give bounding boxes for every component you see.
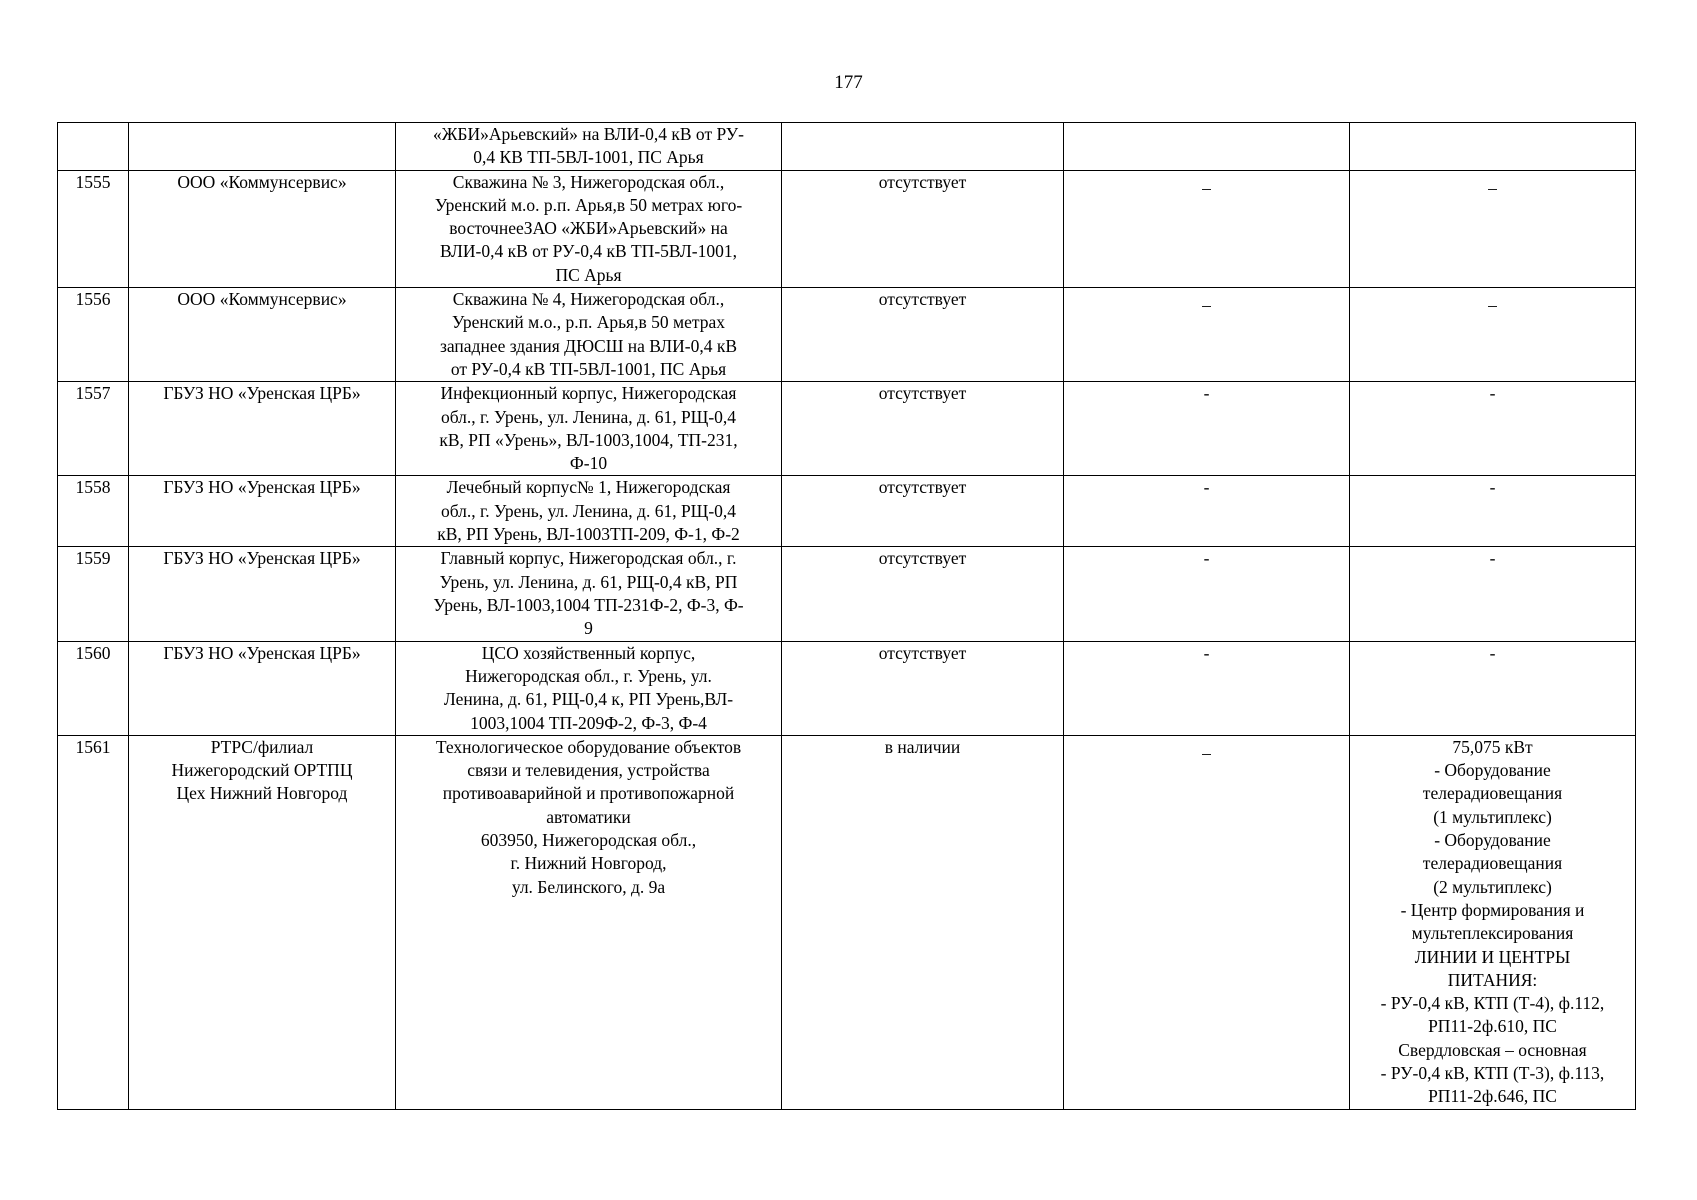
- dash-value: -: [1489, 548, 1496, 569]
- cell-organization: [129, 382, 396, 476]
- dash-value: -: [1489, 477, 1496, 498]
- object-line: 0,4 КВ ТП-5ВЛ-1001, ПС Арья: [473, 147, 704, 168]
- object-line: ЦСО хозяйственный корпус,: [481, 642, 696, 663]
- cell-col6: [1350, 547, 1636, 641]
- organization-line: ГБУЗ НО «Уренская ЦРБ»: [163, 383, 361, 404]
- cell-col6: [1350, 735, 1636, 1109]
- cell-col6: [1350, 476, 1636, 547]
- table-row: [58, 123, 1636, 171]
- organization-line: РТРС/филиал: [210, 736, 314, 757]
- object-line: 1003,1004 ТП-209Ф-2, Ф-3, Ф-4: [470, 712, 707, 733]
- cell-organization: [129, 123, 396, 171]
- cell-col6: [1350, 170, 1636, 287]
- table-row: [58, 735, 1636, 1109]
- organization-line: ГБУЗ НО «Уренская ЦРБ»: [163, 477, 361, 498]
- object-line: г. Нижний Новгород,: [510, 853, 667, 874]
- cell-status: отсутствует: [782, 476, 1064, 547]
- cell-col5: [1064, 288, 1350, 382]
- cell-organization: [129, 288, 396, 382]
- table-body: [58, 123, 1636, 1110]
- equipment-line: - РУ-0,4 кВ, КТП (Т-3), ф.113,: [1380, 1062, 1605, 1083]
- object-line: ул. Белинского, д. 9а: [511, 876, 666, 897]
- table-row: [58, 641, 1636, 735]
- object-line: связи и телевидения, устройства: [467, 760, 710, 781]
- cell-object: [396, 641, 782, 735]
- cell-status: в наличии: [782, 735, 1064, 1109]
- equipment-line: - Оборудование: [1434, 830, 1551, 851]
- cell-col5: [1064, 170, 1350, 287]
- cell-col5: -: [1064, 547, 1350, 641]
- dash-value: -: [1489, 642, 1496, 663]
- equipment-line: 75,075 кВт: [1452, 736, 1533, 757]
- equipment-line: ПИТАНИЯ:: [1447, 969, 1538, 990]
- object-line: кВ, РП Урень, ВЛ-1003ТП-209, Ф-1, Ф-2: [437, 524, 740, 545]
- object-line: Урень, ул. Ленина, д. 61, РЩ-0,4 кВ, РП: [439, 571, 738, 592]
- object-line: противоаварийной и противопожарной: [442, 783, 735, 804]
- cell-col6: [1350, 123, 1636, 171]
- cell-number: 1561: [58, 735, 129, 1109]
- object-line: Ленина, д. 61, РЩ-0,4 к, РП Урень,ВЛ-: [443, 689, 734, 710]
- object-line: ВЛИ-0,4 кВ от РУ-0,4 кВ ТП-5ВЛ-1001,: [440, 241, 737, 262]
- cell-organization: [129, 547, 396, 641]
- object-line: автоматики: [546, 806, 631, 827]
- equipment-line: (2 мультиплекс): [1433, 876, 1552, 897]
- cell-col5: -: [1064, 641, 1350, 735]
- object-line: обл., г. Урень, ул. Ленина, д. 61, РЩ-0,4: [440, 500, 737, 521]
- cell-number: 1559: [58, 547, 129, 641]
- cell-object: [396, 382, 782, 476]
- cell-status: отсутствует: [782, 641, 1064, 735]
- cell-object: [396, 288, 782, 382]
- object-line: кВ, РП «Урень», ВЛ-1003,1004, ТП-231,: [439, 429, 738, 450]
- object-line: Скважина № 4, Нижегородская обл.,: [452, 289, 725, 310]
- object-line: обл., г. Урень, ул. Ленина, д. 61, РЩ-0,4: [440, 406, 737, 427]
- object-line: западнее здания ДЮСШ на ВЛИ-0,4 кВ: [439, 335, 738, 356]
- cell-object: [396, 123, 782, 171]
- object-line: от РУ-0,4 кВ ТП-5ВЛ-1001, ПС Арья: [450, 358, 727, 379]
- organization-line: Нижегородский ОРТПЦ: [171, 760, 353, 781]
- dash-value: –: [1202, 742, 1211, 763]
- cell-organization: [129, 170, 396, 287]
- cell-status: отсутствует: [782, 288, 1064, 382]
- cell-number: [58, 123, 129, 171]
- cell-number: 1558: [58, 476, 129, 547]
- table-row: [58, 288, 1636, 382]
- cell-col5: -: [1064, 476, 1350, 547]
- equipment-line: (1 мультиплекс): [1433, 806, 1552, 827]
- cell-status: отсутствует: [782, 382, 1064, 476]
- equipment-line: - Центр формирования и: [1400, 899, 1585, 920]
- cell-col5: [1064, 123, 1350, 171]
- cell-object: [396, 547, 782, 641]
- equipment-line: РП11-2ф.646, ПС: [1428, 1086, 1557, 1107]
- organization-line: ООО «Коммунсервис»: [177, 171, 347, 192]
- table-row: [58, 547, 1636, 641]
- dash-value: –: [1202, 177, 1211, 198]
- object-line: Нижегородская обл., г. Урень, ул.: [465, 665, 712, 686]
- cell-number: 1560: [58, 641, 129, 735]
- cell-status: отсутствует: [782, 547, 1064, 641]
- cell-number: 1557: [58, 382, 129, 476]
- object-line: Главный корпус, Нижегородская обл., г.: [440, 548, 737, 569]
- registry-table: [57, 122, 1636, 1110]
- organization-line: Цех Нижний Новгород: [176, 783, 348, 804]
- object-line: Урень, ВЛ-1003,1004 ТП-231Ф-2, Ф-3, Ф-: [433, 595, 744, 616]
- cell-organization: [129, 476, 396, 547]
- object-line: Лечебный корпус№ 1, Нижегородская: [446, 477, 731, 498]
- cell-number: 1556: [58, 288, 129, 382]
- organization-line: ООО «Коммунсервис»: [177, 289, 347, 310]
- equipment-line: - РУ-0,4 кВ, КТП (Т-4), ф.112,: [1380, 993, 1605, 1014]
- cell-number: 1555: [58, 170, 129, 287]
- cell-object: [396, 476, 782, 547]
- object-line: 603950, Нижегородская обл.,: [480, 830, 697, 851]
- table-row: [58, 476, 1636, 547]
- cell-status: [782, 123, 1064, 171]
- organization-line: ГБУЗ НО «Уренская ЦРБ»: [163, 548, 361, 569]
- object-line: восточнееЗАО «ЖБИ»Арьевский» на: [449, 218, 728, 239]
- dash-value: –: [1488, 295, 1497, 316]
- object-line: Ф-10: [569, 453, 608, 474]
- object-line: «ЖБИ»Арьевский» на ВЛИ-0,4 кВ от РУ-: [433, 124, 744, 144]
- object-line: 9: [584, 618, 593, 639]
- cell-col5: [1064, 735, 1350, 1109]
- object-line: Уренский м.о. р.п. Арья,в 50 метрах юго-: [434, 194, 743, 215]
- page-number: 177: [834, 72, 863, 93]
- equipment-line: ЛИНИИ И ЦЕНТРЫ: [1414, 946, 1571, 967]
- equipment-line: - Оборудование: [1434, 760, 1551, 781]
- cell-col6: [1350, 641, 1636, 735]
- cell-organization: [129, 735, 396, 1109]
- equipment-line: телерадиовещания: [1422, 783, 1563, 804]
- table-row: [58, 382, 1636, 476]
- dash-value: –: [1488, 177, 1497, 198]
- object-line: Уренский м.о., р.п. Арья,в 50 метрах: [452, 312, 725, 333]
- cell-object: [396, 170, 782, 287]
- cell-col5: -: [1064, 382, 1350, 476]
- dash-value: –: [1202, 295, 1211, 316]
- dash-value: -: [1489, 383, 1496, 404]
- object-line: Скважина № 3, Нижегородская обл.,: [452, 171, 725, 192]
- object-line: ПС Арья: [555, 264, 622, 285]
- table-row: [58, 170, 1636, 287]
- cell-status: отсутствует: [782, 170, 1064, 287]
- object-line: Технологическое оборудование объектов: [435, 736, 742, 757]
- cell-organization: [129, 641, 396, 735]
- object-line: Инфекционный корпус, Нижегородская: [440, 383, 737, 404]
- equipment-line: телерадиовещания: [1422, 853, 1563, 874]
- organization-line: ГБУЗ НО «Уренская ЦРБ»: [163, 642, 361, 663]
- equipment-line: Свердловская – основная: [1398, 1039, 1587, 1060]
- equipment-line: РП11-2ф.610, ПС: [1428, 1016, 1557, 1037]
- cell-object: [396, 735, 782, 1109]
- equipment-line: мультеплексирования: [1411, 923, 1574, 944]
- cell-col6: [1350, 288, 1636, 382]
- cell-col6: [1350, 382, 1636, 476]
